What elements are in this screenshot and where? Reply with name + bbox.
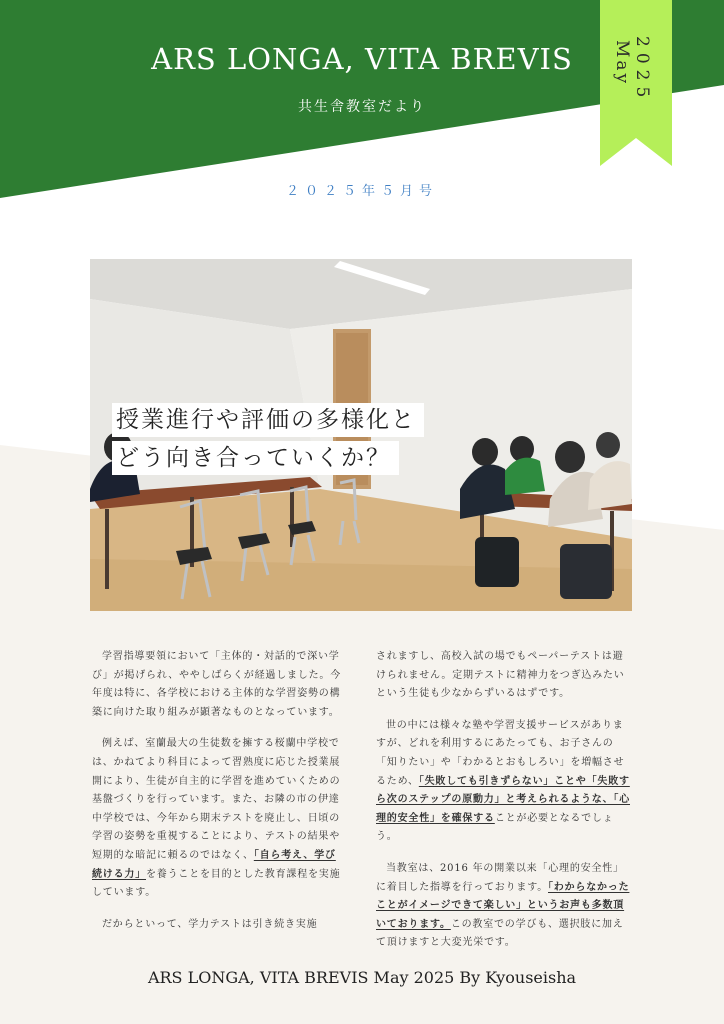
right-paragraph-3-text-a: 当教室は、2016 年の開業以来「心理的安全性」に着目した指導を行っております。 <box>376 862 624 893</box>
headline-line-2: どう向き合っていくか？ <box>112 441 399 475</box>
right-paragraph-3-highlight: 「わからなかったことがイメージできて楽しい」というお声も多数頂いております。 <box>376 881 630 930</box>
left-paragraph-2-text-a: 例えば、室蘭最大の生徒数を擁する桜蘭中学校では、かねてより科目によって習熟度に応じた授業展開により、生徒が自主的に学習を進めていくための基盤づくりを行っています。また、お隣の市の伊達中学校では、今年から期末テストを廃止し、日頃の学習の姿勢を重視することにより、テストの結果や短期的な暗記に頼るのではなく、 <box>92 738 341 861</box>
ribbon-month: May <box>612 40 632 87</box>
issue-label: ２０２５年５月号 <box>285 184 438 199</box>
article-column-left <box>92 648 346 947</box>
ribbon-year: 2025 <box>632 36 652 104</box>
headline-line-1: 授業進行や評価の多様化と <box>112 403 424 437</box>
footer-text: ARS LONGA, VITA BREVIS May 2025 By Kyouseisha <box>147 968 577 987</box>
right-paragraph-2 <box>376 717 630 847</box>
article-column-right <box>376 648 630 966</box>
article-headline <box>112 403 424 479</box>
left-paragraph-1: 学習指導要領において「主体的・対話的で深い学び」が掲げられ、ややしばらくが経過しました。今年度は特に、各学校における主体的な学習姿勢の構築に向けた取り組みが顕著なものとなっています。 <box>92 651 341 718</box>
newsletter-subtitle: 共生舎教室だより <box>298 99 426 115</box>
right-paragraph-2-text-b: ことが必要となるでしょう。 <box>376 812 614 843</box>
right-paragraph-2-highlight: 「失敗しても引きずらない」ことや「失敗すら次のステップの原動力」と考えられるような、「心理的安全性」を確保する <box>376 775 630 824</box>
left-paragraph-2-highlight: 「自ら考え、学び続ける力」 <box>92 849 336 880</box>
right-paragraph-3-text-b: この教室での学びも、選択肢に加えて頂けますと大変光栄です。 <box>376 918 624 949</box>
right-paragraph-1: されますし、高校入試の場でもペーパーテストは避けられません。定期テストに精神力をつぎ込みたいという生徒も少なからずいるはずです。 <box>376 651 625 700</box>
left-paragraph-2 <box>92 735 346 902</box>
left-paragraph-3: だからといって、学力テストは引き続き実施 <box>102 918 318 930</box>
date-ribbon <box>598 0 674 168</box>
left-paragraph-2-text-b: を養うことを目的とした教育課程を実施しています。 <box>92 868 341 899</box>
right-paragraph-2-text-a: 世の中には様々な塾や学習支援サービスがありますが、どれを利用するにあたっても、お子さんの「知りたい」や「わかるとおもしろい」を増幅させるため、 <box>376 719 625 787</box>
right-paragraph-3 <box>376 860 630 953</box>
newsletter-title: ARS LONGA, VITA BREVIS <box>151 42 573 76</box>
